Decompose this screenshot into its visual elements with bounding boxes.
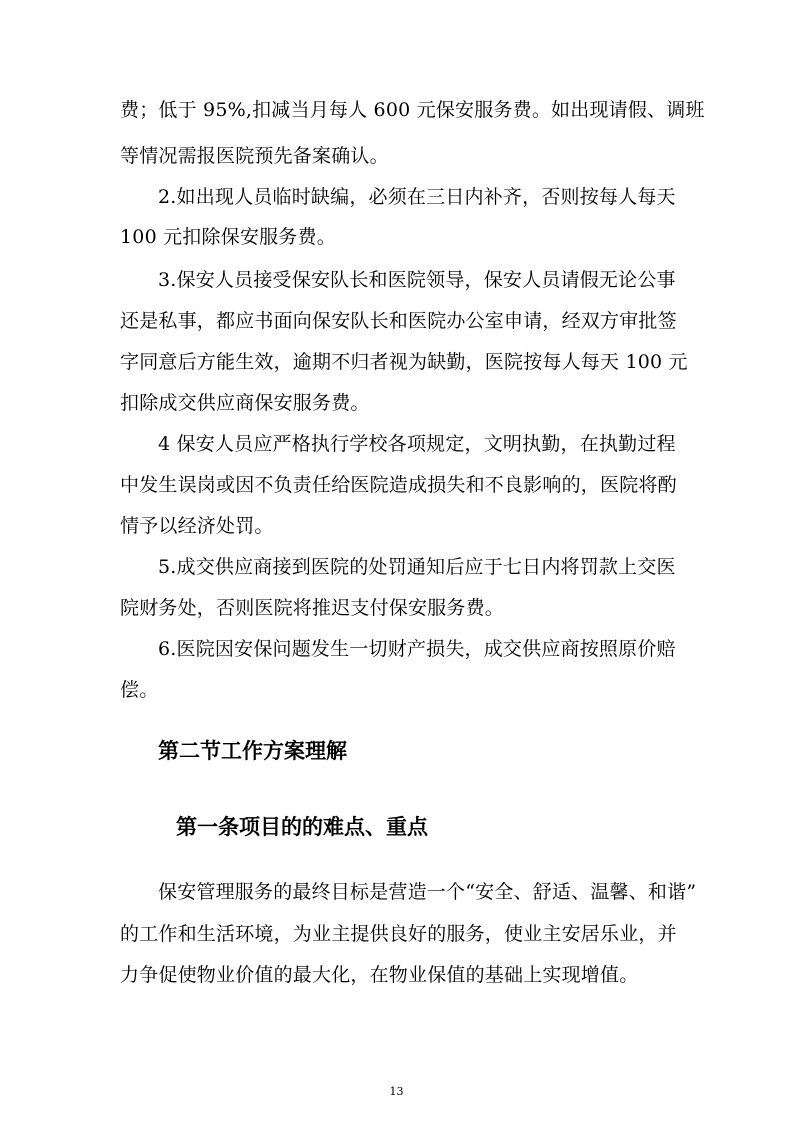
paragraph-line: 情予以经济处罚。 bbox=[120, 515, 274, 537]
paragraph-line: 费；低于 95%,扣减当月每人 600 元保安服务费。如出现请假、调班 bbox=[120, 99, 705, 121]
paragraph-line: 100 元扣除保安服务费。 bbox=[120, 226, 336, 248]
paragraph-line: 6.医院因安保问题发生一切财产损失，成交供应商按照原价赔 bbox=[158, 638, 676, 660]
paragraph-line: 力争促使物业价值的最大化，在物业保值的基础上实现增值。 bbox=[120, 964, 639, 986]
paragraph-line: 保安管理服务的最终目标是营造一个“安全、舒适、温馨、和谐” bbox=[158, 881, 697, 903]
paragraph-line: 5.成交供应商接到医院的处罚通知后应于七日内将罚款上交医 bbox=[158, 556, 676, 578]
paragraph-line: 2.如出现人员临时缺编，必须在三日内补齐，否则按每人每天 bbox=[158, 186, 676, 208]
paragraph-line: 等情况需报医院预先备案确认。 bbox=[120, 145, 389, 167]
paragraph-line: 还是私事，都应书面向保安队长和医院办公室申请，经双方审批签 bbox=[120, 310, 677, 332]
subsection-heading: 第一条项目的的难点、重点 bbox=[176, 815, 428, 839]
paragraph-line: 4 保安人员应严格执行学校各项规定，文明执勤，在执勤过程 bbox=[158, 433, 676, 455]
paragraph-line: 院财务处，否则医院将推迟支付保安服务费。 bbox=[120, 597, 505, 619]
paragraph-line: 中发生误岗或因不负责任给医院造成损失和不良影响的，医院将酌 bbox=[120, 474, 677, 496]
section-heading: 第二节工作方案理解 bbox=[158, 739, 347, 763]
paragraph-line: 扣除成交供应商保安服务费。 bbox=[120, 392, 370, 414]
paragraph-line: 字同意后方能生效，逾期不归者视为缺勤，医院按每人每天 100 元 bbox=[120, 351, 688, 373]
paragraph-line: 的工作和生活环境，为业主提供良好的服务，使业主安居乐业，并 bbox=[120, 923, 677, 945]
page-number: 13 bbox=[389, 1085, 404, 1098]
paragraph-line: 3.保安人员接受保安队长和医院领导，保安人员请假无论公事 bbox=[158, 269, 676, 291]
paragraph-line: 偿。 bbox=[120, 679, 159, 701]
